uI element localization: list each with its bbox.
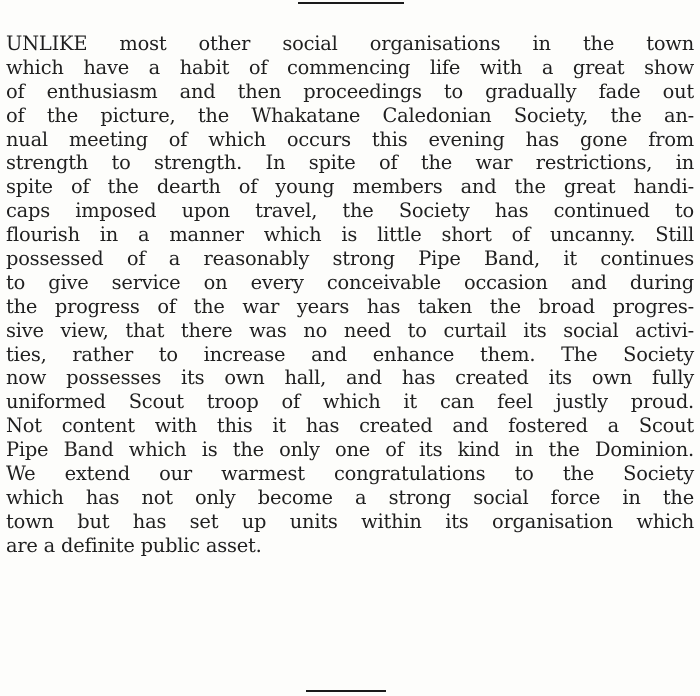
article-line: to give service on every conceivable occasion and during <box>6 270 694 294</box>
article-line: ties, rather to increase and enhance them. The Society <box>6 342 694 366</box>
article-line: spite of the dearth of young members and the great handi- <box>6 175 694 199</box>
article-line: the progress of the war years has taken the broad progres- <box>6 294 694 318</box>
top-divider-rule <box>298 2 404 4</box>
article-line: which has not only become a strong social force in the <box>6 485 694 509</box>
article-line: strength to strength. In spite of the war restrictions, in <box>6 151 694 175</box>
article-line: Pipe Band which is the only one of its kind in the Dominion. <box>6 438 694 462</box>
article-line: sive view, that there was no need to curtail its social activi- <box>6 318 694 342</box>
article-line: of the picture, the Whakatane Caledonian Society, the an- <box>6 103 694 127</box>
article-line: which have a habit of commencing life with a great show <box>6 55 694 79</box>
article-line: nual meeting of which occurs this evening has gone from <box>6 127 694 151</box>
article-line: possessed of a reasonably strong Pipe Band, it continues <box>6 247 694 271</box>
article-line: town but has set up units within its organisation which <box>6 509 694 533</box>
article-line: Not content with this it has created and fostered a Scout <box>6 414 694 438</box>
article-body <box>6 32 694 558</box>
article-line: caps imposed upon travel, the Society has continued to <box>6 199 694 223</box>
article-line: now possesses its own hall, and has created its own fully <box>6 366 694 390</box>
article-line: flourish in a manner which is little short of uncanny. Still <box>6 223 694 247</box>
article-line: We extend our warmest congratulations to the Society <box>6 462 694 486</box>
article-line: of enthusiasm and then proceedings to gradually fade out <box>6 79 694 103</box>
article-line: UNLIKE most other social organisations in the town <box>6 32 694 55</box>
article-line: uniformed Scout troop of which it can feel justly proud. <box>6 390 694 414</box>
article-line: are a definite public asset. <box>6 533 262 557</box>
bottom-divider-rule <box>306 690 386 692</box>
